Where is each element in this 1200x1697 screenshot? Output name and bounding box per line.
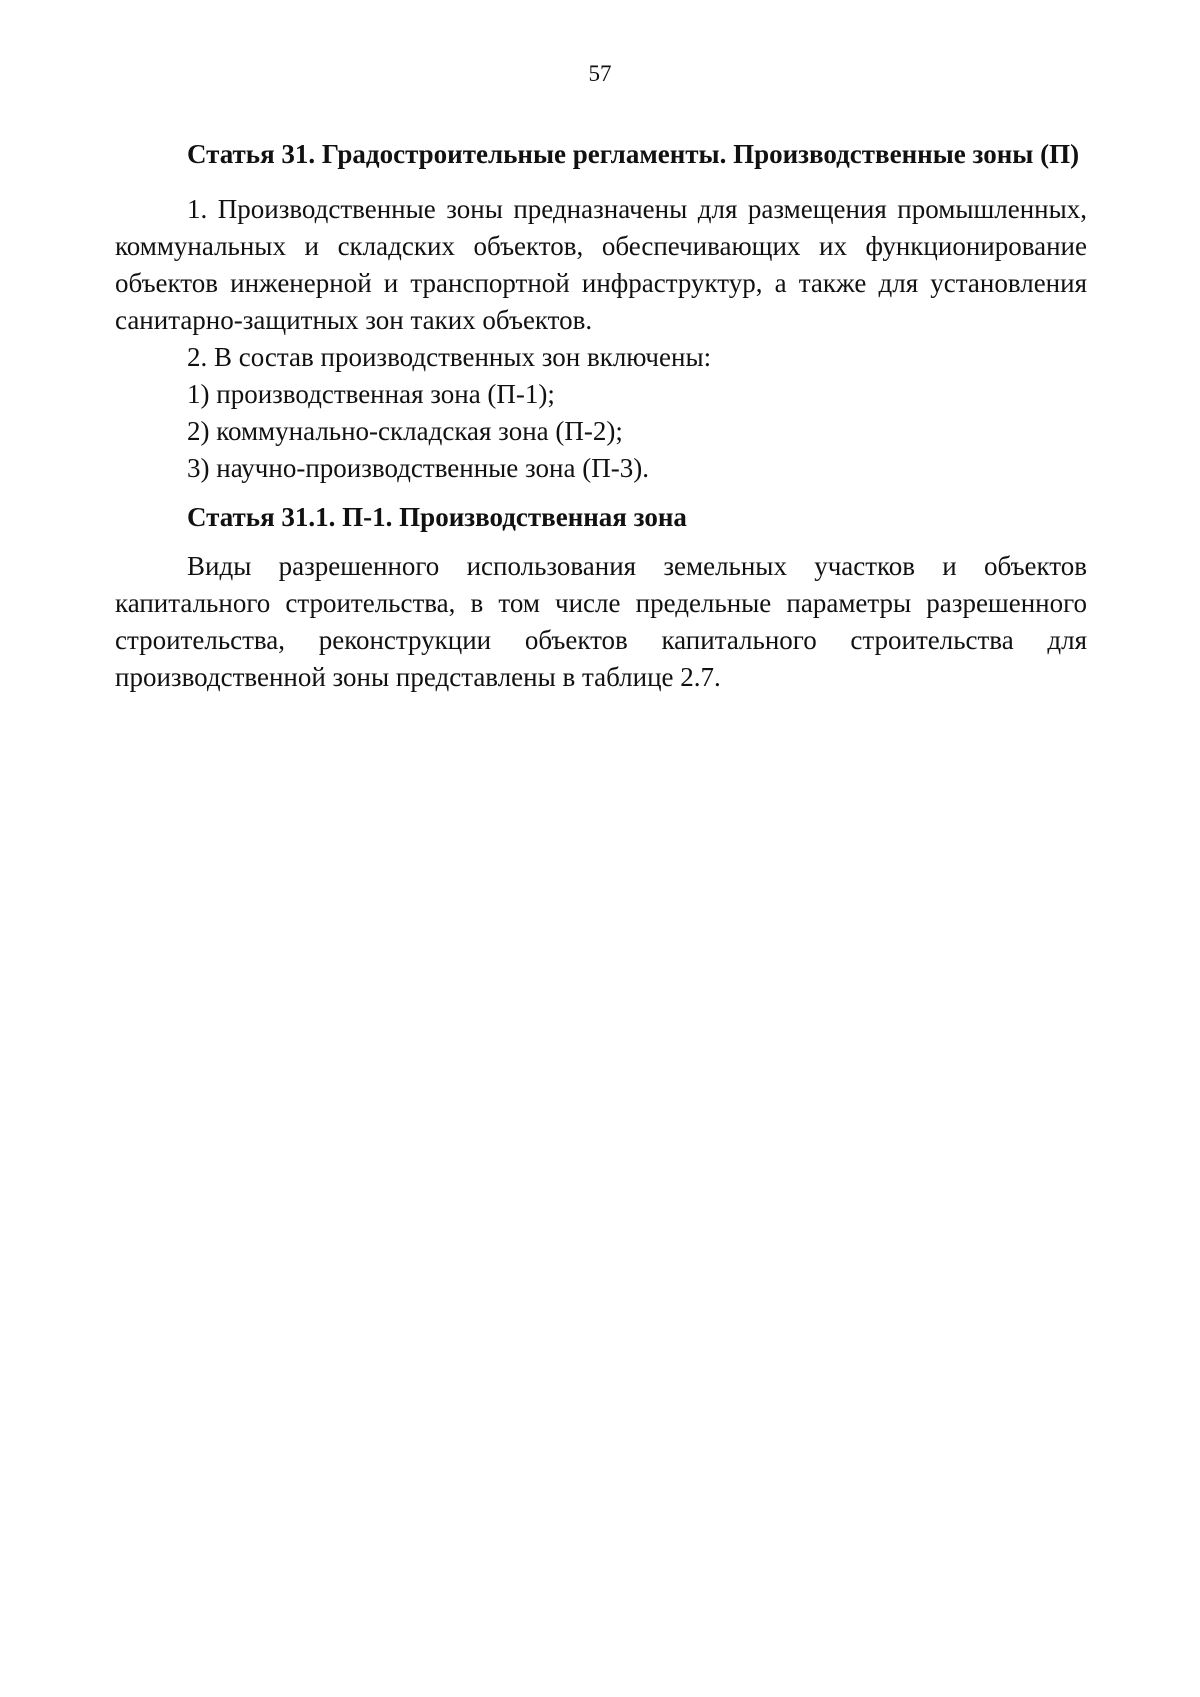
zones-list <box>115 376 1087 487</box>
article-31-title: Статья 31. Градостроительные регламенты. Производственные зоны (П) <box>187 139 1080 169</box>
page-content <box>115 136 1087 696</box>
zone-list-item: 2) коммунально-складская зона (П-2); <box>187 416 623 446</box>
page-number: 57 <box>588 61 612 86</box>
zone-list-item: 3) научно-производственные зона (П-3). <box>187 453 649 483</box>
article-31-paragraph-2: 2. В состав производственных зон включены: <box>187 342 712 372</box>
article-31-1-paragraph: Виды разрешенного использования земельных участков и объектов капитального строительства, в том числе предельные параметры разрешенного строительства, реконструкции объектов капитального строительства для производственной зоны представлены в таблице 2.7. <box>115 551 1087 692</box>
article-31-paragraph-1: 1. Производственные зоны предназначены для размещения промышленных, коммунальных и складских объектов, обеспечивающих их функционирование объектов инженерной и транспортной инфраструктур, а также для установления санитарно-защитных зон таких объектов. <box>115 194 1087 335</box>
zone-list-item: 1) производственная зона (П-1); <box>187 379 555 409</box>
article-31-1-title: Статья 31.1. П-1. Производственная зона <box>187 502 687 532</box>
